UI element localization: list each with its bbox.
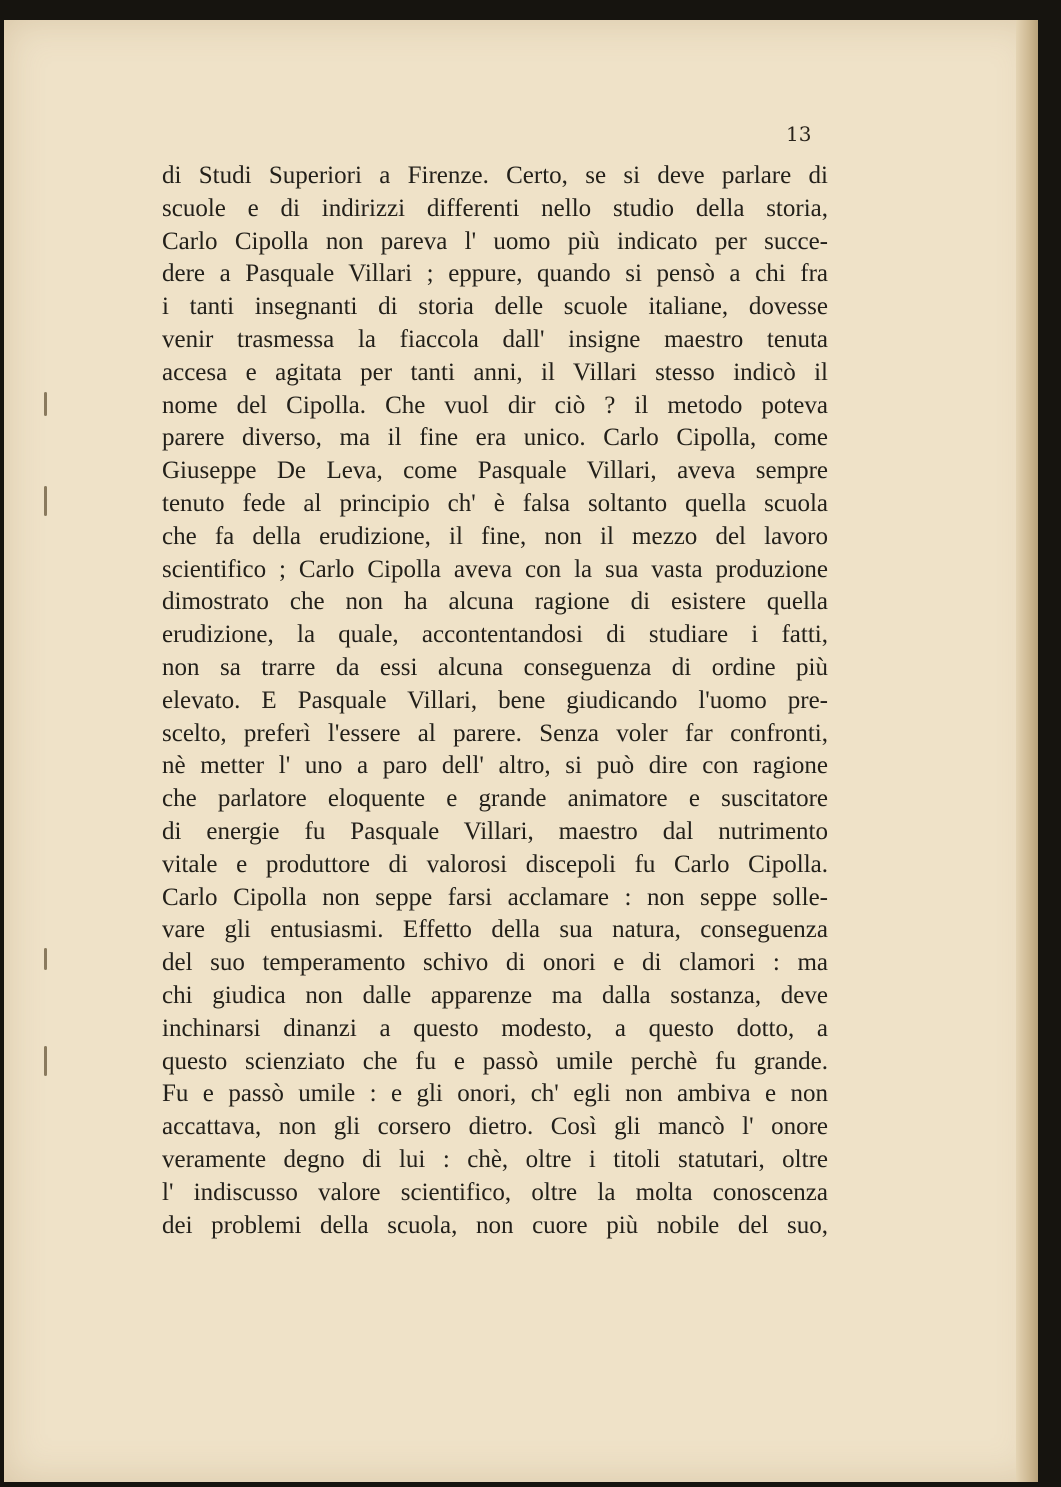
margin-mark <box>44 948 47 970</box>
text-line: accesa e agitata per tanti anni, il Villari stesso indicò il <box>162 358 828 386</box>
text-line: i tanti insegnanti di storia delle scuole italiane, dovesse <box>162 293 828 321</box>
text-line: elevato. E Pasquale Villari, bene giudicando l'uomo pre- <box>162 686 828 714</box>
text-line: chi giudica non dalle apparenze ma dalla sostanza, deve <box>162 981 828 1009</box>
text-line: dere a Pasquale Villari ; eppure, quando si pensò a chi fra <box>162 260 828 288</box>
page-number: 13 <box>786 122 812 146</box>
text-line: non sa trarre da essi alcuna conseguenza di ordine più <box>162 653 828 681</box>
text-line: Giuseppe De Leva, come Pasquale Villari, aveva sempre <box>162 457 828 485</box>
text-line: Carlo Cipolla non pareva l' uomo più indicato per succe- <box>162 227 828 255</box>
text-line: dimostrato che non ha alcuna ragione di esistere quella <box>162 588 828 616</box>
text-line: veramente degno di lui : chè, oltre i titoli statutari, oltre <box>162 1145 828 1173</box>
text-line: che fa della erudizione, il fine, non il mezzo del lavoro <box>162 522 828 550</box>
text-line: erudizione, la quale, accontentandosi di studiare i fatti, <box>162 621 828 649</box>
text-line: di Studi Superiori a Firenze. Certo, se si deve parlare di <box>162 162 828 189</box>
text-line: di energie fu Pasquale Villari, maestro dal nutrimento <box>162 817 828 845</box>
text-line: vare gli entusiasmi. Effetto della sua natura, conseguenza <box>162 916 828 944</box>
text-line: questo scienziato che fu e passò umile perchè fu grande. <box>162 1047 828 1075</box>
margin-mark <box>44 1046 47 1076</box>
text-line: nè metter l' uno a paro dell' altro, si può dire con ragione <box>162 752 828 780</box>
text-line: dei problemi della scuola, non cuore più nobile del suo, <box>162 1211 828 1239</box>
text-line: inchinarsi dinanzi a questo modesto, a questo dotto, a <box>162 1014 828 1042</box>
text-line: scuole e di indirizzi differenti nello studio della storia, <box>162 194 828 222</box>
margin-mark <box>44 486 47 516</box>
margin-mark <box>44 392 47 416</box>
text-line: venir trasmessa la fiaccola dall' insigne maestro tenuta <box>162 325 828 353</box>
text-line: vitale e produttore di valorosi discepoli fu Carlo Cipolla. <box>162 850 828 878</box>
text-line: Fu e passò umile : e gli onori, ch' egli non ambiva e non <box>162 1080 828 1108</box>
text-line: Carlo Cipolla non seppe farsi acclamare : non seppe solle- <box>162 883 828 911</box>
text-line: scelto, preferì l'essere al parere. Senza voler far confronti, <box>162 719 828 747</box>
text-line: scientifico ; Carlo Cipolla aveva con la sua vasta produzione <box>162 555 828 583</box>
text-line: nome del Cipolla. Che vuol dir ciò ? il metodo poteva <box>162 391 828 419</box>
text-line: che parlatore eloquente e grande animatore e suscitatore <box>162 785 828 813</box>
text-line: l' indiscusso valore scientifico, oltre la molta conoscenza <box>162 1178 828 1206</box>
body-text <box>162 160 828 1242</box>
page-edge <box>1016 20 1038 1482</box>
text-line: parere diverso, ma il fine era unico. Carlo Cipolla, come <box>162 424 828 452</box>
text-line: accattava, non gli corsero dietro. Così gli mancò l' onore <box>162 1113 828 1141</box>
text-line: del suo temperamento schivo di onori e di clamori : ma <box>162 949 828 977</box>
text-line: tenuto fede al principio ch' è falsa soltanto quella scuola <box>162 489 828 517</box>
